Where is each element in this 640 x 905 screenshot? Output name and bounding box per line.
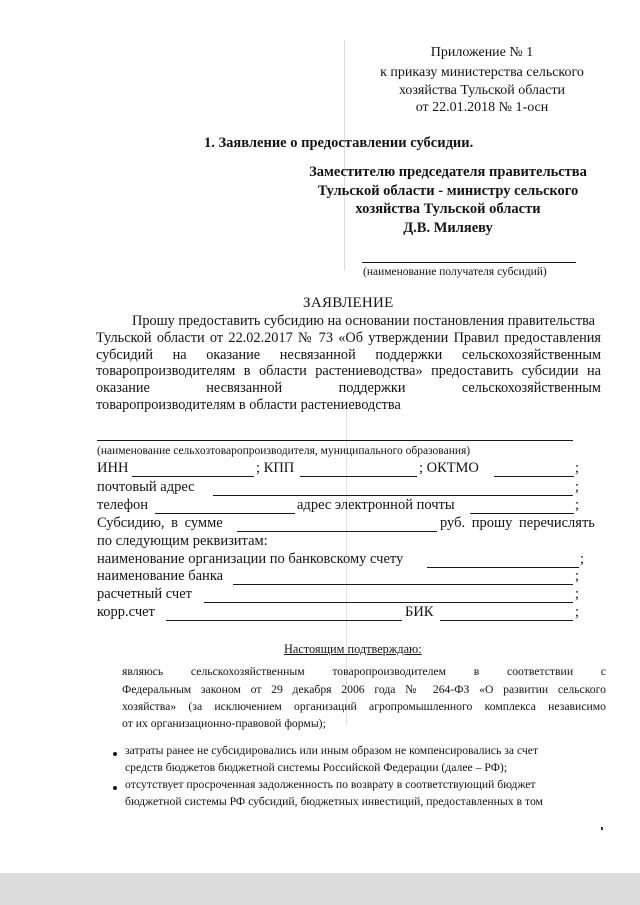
request-line-1: Прошу предоставить субсидию на основании постановления правительства (132, 313, 596, 329)
requisites-label: по следующим реквизитам: (97, 533, 268, 549)
appendix-line-2: к приказу министерства сельского (380, 65, 584, 80)
account-field[interactable] (204, 602, 573, 603)
rub-transfer-label: руб. прошу перечислять (440, 515, 595, 531)
confirm-title: Настоящим подтверждаю: (284, 642, 422, 656)
bank-org-name-field[interactable] (427, 567, 579, 568)
kpp-label: ; КПП (256, 460, 295, 476)
kpp-field[interactable] (300, 476, 417, 477)
organization-underline[interactable] (97, 440, 573, 441)
scan-bottom-strip (0, 873, 640, 905)
section-heading: 1. Заявление о предоставлении субсидии. (204, 135, 474, 151)
confirm-bullet-1-line-2: средств бюджетов бюджетной системы Российской Федерации (далее – РФ); (125, 761, 508, 774)
confirm-p1-line-1: являюсь сельскохозяйственным товаропроизводителем в соответствии с (122, 665, 606, 678)
account-semicolon: ; (575, 586, 580, 602)
oktmo-field[interactable] (494, 476, 574, 477)
inn-field[interactable] (132, 476, 254, 477)
email-semicolon: ; (575, 497, 580, 513)
bank-org-name-label: наименование организации по банковскому счету (97, 551, 404, 567)
confirm-bullet-2-line-2: бюджетной системы РФ субсидий, бюджетных инвестиций, предоставленных в том (125, 795, 543, 808)
bank-name-semicolon: ; (575, 568, 580, 584)
request-line-4: товаропроизводителям в области растениеводства» предоставить субсидии на (96, 363, 601, 379)
recipient-caption: (наименование получателя субсидий) (363, 266, 547, 278)
bank-name-label: наименование банка (97, 568, 224, 584)
confirm-bullet-1-line-1: затраты ранее не субсидировались или иным образом не компенсировались за счет (125, 744, 539, 757)
confirm-p1-line-4: от их организационно-правовой формы); (122, 717, 326, 730)
confirm-bullet-2-line-1: отсутствует просроченная задолженность по возврату в соответствующий бюджет (125, 778, 536, 791)
request-line-5: оказание несвязанной поддержки сельскохозяйственным (96, 380, 601, 396)
appendix-line-4: от 22.01.2018 № 1-осн (415, 100, 549, 115)
bank-name-field[interactable] (233, 584, 573, 585)
subsidy-amount-label: Субсидию, в сумме (97, 515, 223, 531)
appendix-line-1: Приложение № 1 (430, 45, 534, 60)
document-title: ЗАЯВЛЕНИЕ (303, 295, 394, 311)
postal-address-semicolon: ; (575, 479, 580, 495)
corr-account-field[interactable] (166, 620, 402, 621)
bank-org-name-semicolon: ; (580, 551, 585, 567)
account-label: расчетный счет (97, 586, 192, 602)
request-line-6: товаропроизводителям в области растениеводства (96, 397, 401, 413)
phone-label: телефон (97, 497, 149, 513)
phone-field[interactable] (155, 513, 295, 514)
email-field[interactable] (470, 513, 574, 514)
oktmo-semicolon: ; (575, 460, 580, 476)
request-line-2: Тульской области от 22.02.2017 № 73 «Об утверждении Правил предоставления (96, 330, 601, 346)
confirm-p1-line-3: хозяйства» (за исключением организаций агропромышленного комплекса независимо (122, 700, 606, 713)
bullet-icon (113, 786, 117, 790)
request-line-3: субсидий на оказание несвязанной поддержки сельскохозяйственным (96, 347, 601, 363)
appendix-line-3: хозяйства Тульской области (398, 83, 566, 98)
oktmo-label: ; ОКТМО (419, 460, 479, 476)
addressee-line-1: Заместителю председателя правительства (309, 164, 587, 180)
bik-semicolon: ; (575, 604, 580, 620)
scan-speck (601, 827, 603, 830)
addressee-line-2: Тульской области - министру сельского (317, 183, 579, 199)
addressee-line-4: Д.В. Миляеву (403, 220, 493, 236)
postal-address-label: почтовый адрес (97, 479, 195, 495)
bik-field[interactable] (440, 620, 573, 621)
bullet-icon (113, 752, 117, 756)
inn-label: ИНН (97, 460, 129, 476)
organization-caption: (наименование сельхозтоваропроизводителя, муниципального образования) (97, 445, 471, 457)
bik-label: БИК (405, 604, 434, 620)
corr-account-label: корр.счет (97, 604, 155, 620)
confirm-p1-line-2: Федеральным законом от 29 декабря 2006 года № 264-ФЗ «О развитии сельского (122, 683, 606, 696)
postal-address-field[interactable] (213, 495, 573, 496)
subsidy-amount-field[interactable] (237, 531, 437, 532)
addressee-line-3: хозяйства Тульской области (355, 201, 541, 217)
email-label: адрес электронной почты (297, 497, 455, 513)
recipient-underline[interactable] (362, 262, 576, 263)
